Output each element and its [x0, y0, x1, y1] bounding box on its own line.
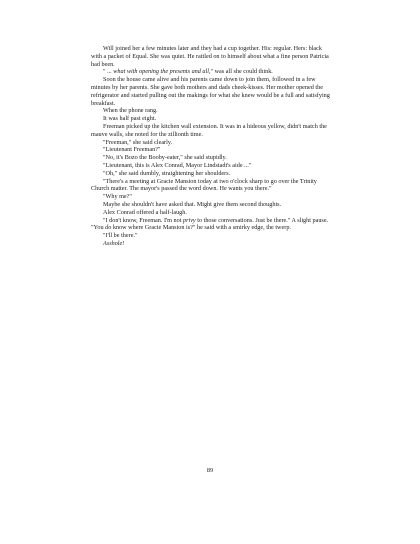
paragraph — [91, 45, 331, 68]
paragraph — [91, 76, 331, 107]
text-run: "Oh," she said dumbly, straightening her shoulders. — [103, 169, 231, 177]
text-run: When the phone rang. — [103, 107, 158, 115]
italic-text: Asshole! — [103, 239, 125, 247]
text-run: Will joined her a few minutes later and they had a cup together. His: regular. Hers: black with a packet of Equal. She was quiet. He rattled on to himself about what a fine person Patricia had been. — [91, 45, 329, 68]
text-run: It was half past eight. — [103, 115, 157, 123]
text-run: " was all she could think. — [210, 68, 273, 76]
text-run: Alex Conrad offered a half-laugh. — [103, 208, 187, 216]
paragraph — [91, 240, 331, 248]
page-number: 89 — [206, 467, 214, 474]
text-run: "Lieutenant Freeman?" — [103, 146, 161, 154]
body-text — [91, 45, 331, 248]
paragraph — [91, 154, 331, 162]
text-run: " ... — [103, 68, 114, 76]
paragraph — [91, 201, 331, 209]
italic-text: do — [105, 224, 112, 232]
paragraph — [91, 217, 331, 233]
text-run: Soon the house came alive and his parents came down to join them, followed in a few minutes by her parents. She gave both mothers and dads cheek-kisses. Her mother opened the refrigerator and started pulling out the makings for what she knew would be a full and satisfying breakfast. — [91, 76, 330, 107]
text-run: know where Gracie Mansion is?" he said with a smirky edge, the twerp. — [111, 224, 291, 232]
paragraph — [91, 68, 331, 76]
paragraph — [91, 209, 331, 217]
text-run: "Why me?" — [103, 193, 132, 201]
paragraph — [91, 178, 331, 194]
text-run: "Lieutenant, this is Alex Conrad, Mayor Lindstadt's aide ..." — [103, 161, 252, 169]
text-run: Freeman picked up the kitchen wall extension. It was in a hideous yellow, didn't match the mauve walls, she noted for the zillionth time. — [91, 122, 327, 138]
text-run: Maybe she shouldn't have asked that. Might give them second thoughts. — [103, 200, 282, 208]
paragraph — [91, 139, 331, 147]
paragraph — [91, 146, 331, 154]
paragraph — [91, 123, 331, 139]
paragraph — [91, 107, 331, 115]
text-run: "No, it's Bozo the Booby-eater," she said stupidly. — [103, 154, 227, 162]
italic-text: what with opening the presents and all, — [113, 68, 211, 76]
text-run: "I'll be there." — [103, 232, 138, 240]
paragraph — [91, 115, 331, 123]
paragraph — [91, 162, 331, 170]
paragraph — [91, 170, 331, 178]
text-run: "I don't know, Freeman. I'm not — [103, 216, 183, 224]
paragraph — [91, 232, 331, 240]
italic-text: privy — [182, 216, 196, 224]
text-run: "Freeman," she said clearly. — [103, 138, 173, 146]
paragraph — [91, 193, 331, 201]
text-run: "There's a meeting at Gracie Mansion today at two o'clock sharp to go over the Trinity Church matter. The mayor's passed the word down. He wants you there." — [91, 177, 317, 193]
text-run: to those conversations. Just be there." A slight pause. "You — [91, 216, 329, 232]
